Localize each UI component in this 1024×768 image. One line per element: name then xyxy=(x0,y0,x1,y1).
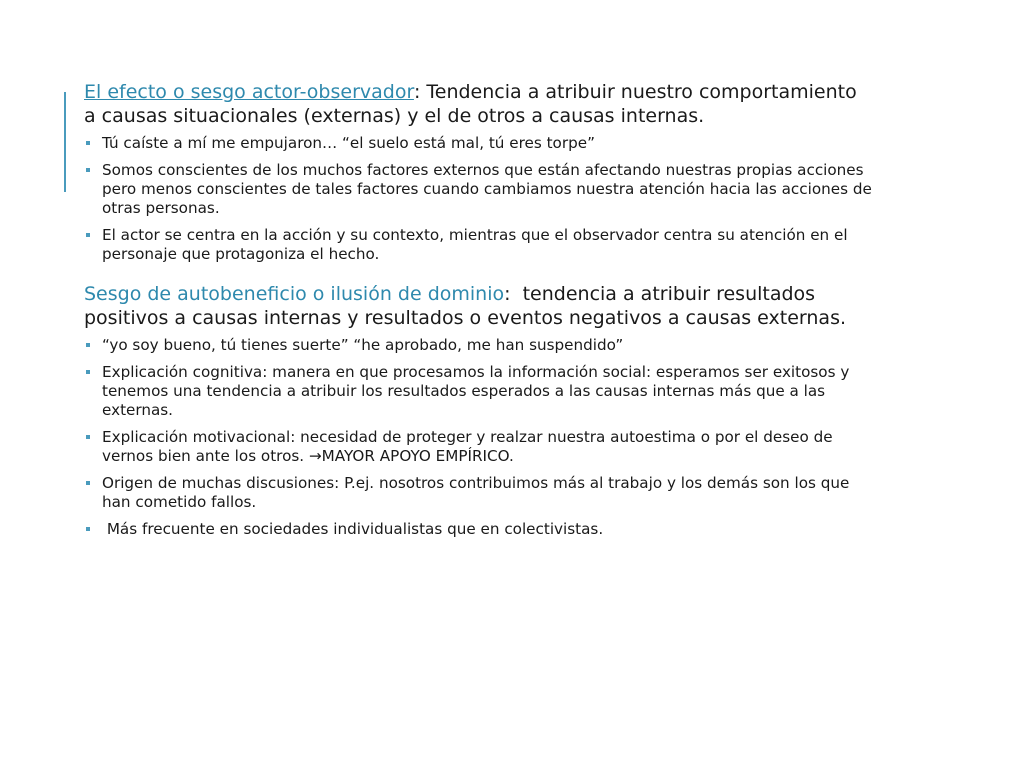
bullet-square-icon xyxy=(86,343,90,347)
list-item-text: Somos conscientes de los muchos factores externos que están afectando nuestras propias acciones pero menos conscientes de tales factores cuando cambiamos nuestra atención hacia las acciones de otras personas. xyxy=(102,161,872,217)
list-item xyxy=(84,520,874,539)
section2-term: Sesgo de autobeneficio o ilusión de dominio xyxy=(84,283,505,305)
list-item xyxy=(84,363,874,420)
section1-heading xyxy=(84,80,874,128)
section2-bullets xyxy=(84,336,874,539)
list-item xyxy=(84,428,874,466)
list-item-text: Explicación motivacional: necesidad de proteger y realzar nuestra autoestima o por el deseo de vernos bien ante los otros. →MAYOR APOYO EMPÍRICO. xyxy=(102,428,833,465)
section1-term-link[interactable]: El efecto o sesgo actor-observador xyxy=(84,81,414,103)
list-item-text: Origen de muchas discusiones: P.ej. nosotros contribuimos más al trabajo y los demás son los que han cometido fallos. xyxy=(102,474,850,511)
slide-content xyxy=(84,80,874,547)
section1-definition: Tendencia a atribuir nuestro comportamiento a causas situacionales (externas) y el de otros a causas internas. xyxy=(84,81,857,127)
section2-separator: : xyxy=(504,283,511,305)
list-item-text: El actor se centra en la acción y su contexto, mientras que el observador centra su atención en el personaje que protagoniza el hecho. xyxy=(102,226,848,263)
list-item-text: Explicación cognitiva: manera en que procesamos la información social: esperamos ser exitosos y tenemos una tendencia a atribuir los resultados esperados a las causas internas más que a las externas. xyxy=(102,363,850,419)
bullet-square-icon xyxy=(86,435,90,439)
bullet-square-icon xyxy=(86,141,90,145)
list-item xyxy=(84,134,874,153)
accent-bar xyxy=(64,92,66,192)
bullet-square-icon xyxy=(86,481,90,485)
list-item xyxy=(84,226,874,264)
bullet-square-icon xyxy=(86,370,90,374)
section1-bullets xyxy=(84,134,874,264)
list-item-text: “yo soy bueno, tú tienes suerte” “he aprobado, me han suspendido” xyxy=(102,336,624,354)
bullet-square-icon xyxy=(86,168,90,172)
section2-heading xyxy=(84,282,874,330)
list-item xyxy=(84,474,874,512)
section2-definition: tendencia a atribuir resultados positivos a causas internas y resultados o eventos negativos a causas externas. xyxy=(84,283,847,329)
section1-separator: : xyxy=(413,81,421,103)
list-item xyxy=(84,336,874,355)
bullet-square-icon xyxy=(86,527,90,531)
list-item xyxy=(84,161,874,218)
bullet-square-icon xyxy=(86,233,90,237)
list-item-text: Más frecuente en sociedades individualistas que en colectivistas. xyxy=(102,520,604,538)
list-item-text: Tú caíste a mí me empujaron… “el suelo está mal, tú eres torpe” xyxy=(102,134,595,152)
